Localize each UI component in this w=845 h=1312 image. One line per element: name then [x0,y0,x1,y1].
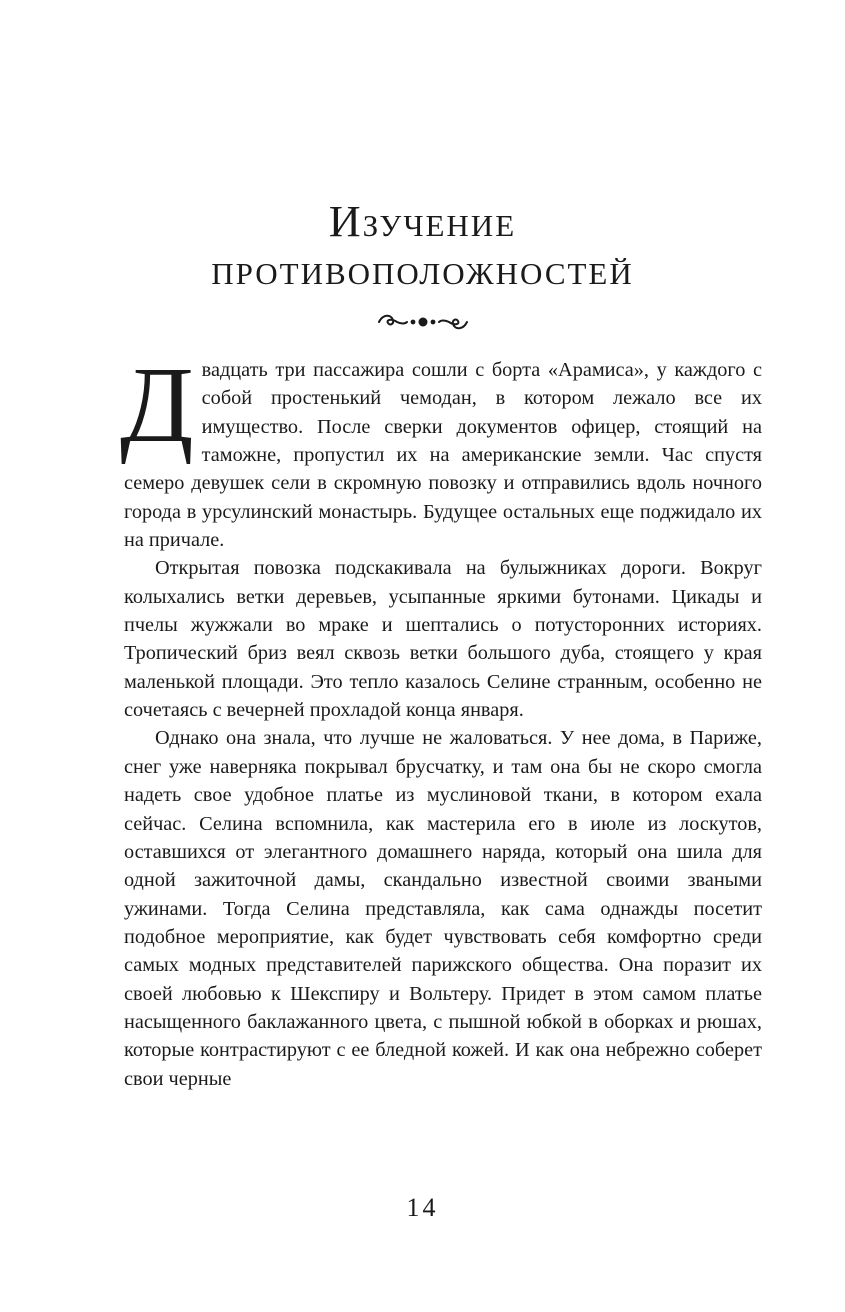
drop-cap: Д [120,346,194,465]
page-number: 14 [406,1193,439,1222]
chapter-title-line-2: противоположностей [211,245,634,294]
paragraph-2: Открытая повозка подскакивала на булыжниках дороги. Вокруг колыхались ветки деревьев, усыпанные яркими бутонами. Цикады и пчелы жужжали во мраке и шептались о потусторонних историях. Тропический бриз веял сквозь ветки большого дуба, стоящего у края маленькой площади. Это тепло казалось Селине странным, особенно не сочетаясь с вечерней прохладой конца января. [124,557,762,722]
chapter-title-line-1: Изучение [328,197,517,246]
paragraph [120,346,762,554]
floral-divider-icon [0,310,845,338]
paragraph-3: Однако она знала, что лучше не жаловаться. У нее дома, в Париже, снег уже наверняка покрывал брусчатку, и там она бы не скоро смогла надеть свое удобное платье из муслиновой ткани, в котором ехала сейчас. Селина вспомнила, как мастерила его в июле из лоскутов, оставшихся от элегантного домашнего наряда, который она шила для одной зажиточной дамы, скандально известной своими зваными ужинами. Тогда Селина представляла, как сама однажды посетит подобное мероприятие, как будет чувствовать себя комфортно среди самых модных представителей парижского общества. Она поразит их своей любовью к Шекспиру и Вольтеру. Придет в этом самом платье насыщенного баклажанного цвета, с пышной юбкой в оборках и рюшах, которые контрастируют с ее бледной кожей. И как она небрежно соберет свои черные [124,727,762,1090]
paragraph-1-text: вадцать три пассажира сошли с борта «Арамиса», у каждого с собой простенький чемодан, в котором лежало все их имущество. После сверки документов офицер, стоящий на таможне, пропустил их на американские земли. Час спустя семеро девушек сели в скромную повозку и отправились вдоль ночного города в урсулинский монастырь. Будущее остальных еще поджидало их на причале. [124,359,762,552]
chapter-body [120,346,762,1093]
